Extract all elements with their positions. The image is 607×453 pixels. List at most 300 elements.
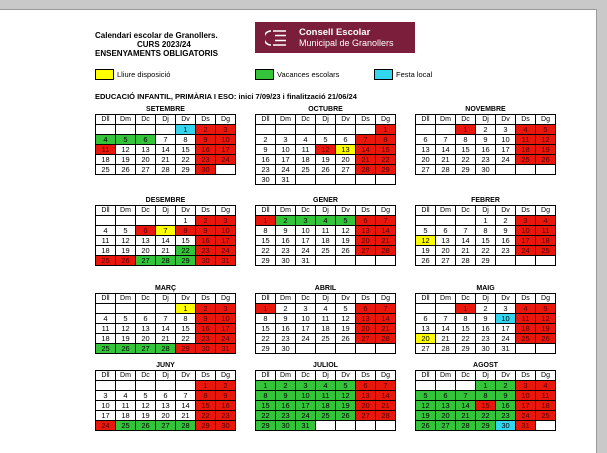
day-cell: 22 [476,411,496,421]
weekday-header: Dg [536,371,556,381]
consell-escolar-logo [255,22,415,53]
day-cell: 10 [496,314,516,324]
day-cell: 25 [296,165,316,175]
weekday-header-row [256,115,396,125]
day-cell: 5 [336,304,356,314]
empty-cell [156,381,176,391]
day-cell: 30 [196,344,216,354]
empty-cell [536,165,556,175]
horizontal-scrollbar[interactable] [0,0,607,10]
day-cell: 19 [336,324,356,334]
day-cell: 13 [156,401,176,411]
day-cell: 5 [536,125,556,135]
day-cell: 8 [256,391,276,401]
day-cell: 14 [456,236,476,246]
day-cell: 8 [176,226,196,236]
empty-cell [296,175,316,185]
day-cell: 2 [216,381,236,391]
day-cell: 29 [256,344,276,354]
empty-cell [316,175,336,185]
empty-cell [336,175,356,185]
day-cell: 17 [516,401,536,411]
day-cell: 16 [196,324,216,334]
weekday-header-row [416,294,556,304]
day-cell: 16 [216,401,236,411]
title-line-1: Calendari escolar de Granollers. [95,31,218,40]
day-cell: 10 [496,135,516,145]
weekday-header: Dg [376,294,396,304]
weekday-header: Dc [456,206,476,216]
month-table [95,114,236,175]
week-row [416,125,556,135]
day-cell: 23 [276,334,296,344]
week-row [96,246,236,256]
day-cell: 18 [96,155,116,165]
week-row [96,236,236,246]
day-cell: 23 [276,411,296,421]
legend-swatch [255,69,274,80]
day-cell: 25 [516,334,536,344]
day-cell: 19 [336,401,356,411]
day-cell: 12 [116,324,136,334]
week-row [256,175,396,185]
weekday-header: Dv [336,206,356,216]
day-cell: 15 [476,236,496,246]
empty-cell [316,125,336,135]
week-row [416,236,556,246]
weekday-header: Dm [116,294,136,304]
weekday-header-row [96,371,236,381]
day-cell: 14 [176,401,196,411]
day-cell: 16 [476,324,496,334]
empty-cell [536,256,556,266]
weekday-header: Dll [256,294,276,304]
month-calendar-abril [255,285,396,354]
day-cell: 23 [496,411,516,421]
day-cell: 14 [156,145,176,155]
day-cell: 23 [496,246,516,256]
empty-cell [376,256,396,266]
day-cell: 8 [456,314,476,324]
day-cell: 8 [176,135,196,145]
day-cell: 26 [336,246,356,256]
day-cell: 8 [176,314,196,324]
day-cell: 9 [256,145,276,155]
day-cell: 20 [136,246,156,256]
day-cell: 27 [416,344,436,354]
empty-cell [96,216,116,226]
week-row [416,256,556,266]
day-cell: 25 [96,165,116,175]
day-cell: 10 [96,401,116,411]
week-row [416,381,556,391]
day-cell: 15 [176,324,196,334]
day-cell: 16 [276,324,296,334]
day-cell: 9 [496,391,516,401]
week-row [96,411,236,421]
weekday-header-row [256,294,396,304]
day-cell: 15 [196,401,216,411]
weekday-header: Dj [476,206,496,216]
day-cell: 14 [356,145,376,155]
day-cell: 17 [296,236,316,246]
weekday-header: Dg [216,115,236,125]
empty-cell [536,344,556,354]
day-cell: 18 [316,401,336,411]
day-cell: 7 [436,314,456,324]
empty-cell [516,256,536,266]
day-cell: 10 [516,226,536,236]
day-cell: 11 [316,391,336,401]
day-cell: 1 [176,216,196,226]
weekday-header: Dm [116,371,136,381]
day-cell: 2 [276,304,296,314]
day-cell: 17 [296,324,316,334]
day-cell: 10 [216,226,236,236]
day-cell: 19 [336,236,356,246]
day-cell: 10 [296,226,316,236]
weekday-header: Dll [96,371,116,381]
day-cell: 26 [536,334,556,344]
day-cell: 18 [516,324,536,334]
month-table [415,370,556,431]
weekday-header-row [96,115,236,125]
day-cell: 4 [516,125,536,135]
weekday-header: Dc [456,294,476,304]
legend-label: Lliure disposició [117,70,171,79]
weekday-header: Dg [216,371,236,381]
weekday-header: Dc [136,206,156,216]
day-cell: 11 [96,324,116,334]
day-cell: 19 [536,145,556,155]
day-cell: 1 [476,381,496,391]
weekday-header: Dm [276,371,296,381]
day-cell: 20 [436,246,456,256]
weekday-header-row [96,206,236,216]
day-cell: 1 [196,381,216,391]
day-cell: 16 [476,145,496,155]
week-row [256,421,396,431]
weekday-header-row [256,371,396,381]
empty-cell [336,256,356,266]
day-cell: 20 [436,411,456,421]
week-row [256,216,396,226]
weekday-header: Dll [416,294,436,304]
empty-cell [456,381,476,391]
title-line-3: ENSENYAMENTS OBLIGATORIS [95,49,218,58]
day-cell: 25 [116,421,136,431]
day-cell: 11 [516,135,536,145]
day-cell: 15 [176,236,196,246]
day-cell: 27 [356,334,376,344]
day-cell: 27 [436,421,456,431]
day-cell: 11 [536,391,556,401]
day-cell: 20 [356,236,376,246]
day-cell: 12 [336,391,356,401]
day-cell: 19 [536,324,556,334]
empty-cell [296,344,316,354]
day-cell: 22 [376,155,396,165]
day-cell: 27 [336,165,356,175]
day-cell: 2 [476,304,496,314]
day-cell: 15 [456,324,476,334]
day-cell: 22 [256,246,276,256]
weekday-header: Ds [196,294,216,304]
weekday-header: Dc [136,294,156,304]
day-cell: 11 [96,145,116,155]
empty-cell [116,125,136,135]
week-row [256,145,396,155]
empty-cell [296,125,316,135]
day-cell: 6 [416,135,436,145]
empty-cell [256,125,276,135]
empty-cell [436,216,456,226]
day-cell: 10 [276,145,296,155]
day-cell: 22 [456,334,476,344]
day-cell: 26 [336,334,356,344]
day-cell: 13 [336,145,356,155]
day-cell: 9 [196,226,216,236]
vertical-scrollbar[interactable] [596,9,607,453]
week-row [416,304,556,314]
day-cell: 26 [136,421,156,431]
day-cell: 2 [256,135,276,145]
day-cell: 17 [276,155,296,165]
day-cell: 23 [216,411,236,421]
month-name: FEBRER [471,197,500,204]
day-cell: 9 [216,391,236,401]
day-cell: 30 [476,344,496,354]
week-row [256,314,396,324]
day-cell: 18 [96,334,116,344]
day-cell: 4 [96,135,116,145]
day-cell: 16 [496,401,516,411]
legend-label: Vacances escolars [277,70,340,79]
weekday-header: Dg [376,371,396,381]
day-cell: 9 [196,135,216,145]
weekday-header: Dll [96,206,116,216]
weekday-header: Dm [436,115,456,125]
weekday-header: Dj [316,206,336,216]
day-cell: 18 [536,236,556,246]
month-calendar-gener [255,197,396,266]
legend-label: Festa local [396,70,433,79]
day-cell: 21 [436,334,456,344]
weekday-header: Dc [136,115,156,125]
week-row [416,401,556,411]
day-cell: 30 [196,165,216,175]
day-cell: 24 [496,155,516,165]
day-cell: 17 [216,145,236,155]
day-cell: 30 [476,165,496,175]
day-cell: 6 [416,314,436,324]
day-cell: 14 [376,226,396,236]
empty-cell [416,381,436,391]
day-cell: 10 [216,314,236,324]
day-cell: 7 [376,304,396,314]
week-row [256,236,396,246]
week-row [416,334,556,344]
day-cell: 29 [256,421,276,431]
day-cell: 7 [156,135,176,145]
weekday-header: Dj [156,294,176,304]
month-name: AGOST [473,362,498,369]
day-cell: 7 [176,391,196,401]
weekday-header: Ds [516,115,536,125]
day-cell: 30 [276,344,296,354]
day-cell: 28 [376,411,396,421]
day-cell: 3 [516,381,536,391]
day-cell: 30 [196,256,216,266]
day-cell: 27 [356,246,376,256]
day-cell: 25 [536,246,556,256]
day-cell: 5 [416,391,436,401]
weekday-header: Dj [316,371,336,381]
day-cell: 23 [196,334,216,344]
day-cell: 2 [196,304,216,314]
weekday-header: Dc [136,371,156,381]
day-cell: 10 [516,391,536,401]
weekday-header: Dv [336,371,356,381]
day-cell: 13 [356,391,376,401]
empty-cell [116,381,136,391]
week-row [416,314,556,324]
day-cell: 25 [316,334,336,344]
day-cell: 2 [276,216,296,226]
weekday-header-row [256,206,396,216]
day-cell: 30 [276,421,296,431]
week-row [416,324,556,334]
empty-cell [376,175,396,185]
day-cell: 19 [136,411,156,421]
legend-local-holiday [374,69,432,80]
day-cell: 12 [316,145,336,155]
day-cell: 21 [436,155,456,165]
weekday-header: Dm [436,294,456,304]
empty-cell [456,216,476,226]
week-row [256,135,396,145]
empty-cell [96,304,116,314]
weekday-header: Ds [356,206,376,216]
day-cell: 27 [136,165,156,175]
day-cell: 5 [536,304,556,314]
legend-swatch [95,69,114,80]
day-cell: 12 [536,135,556,145]
empty-cell [516,165,536,175]
weekday-header: Dll [96,115,116,125]
month-calendar-febrer [415,197,556,266]
day-cell: 29 [176,344,196,354]
empty-cell [356,421,376,431]
week-row [256,165,396,175]
day-cell: 2 [276,381,296,391]
day-cell: 30 [216,421,236,431]
logo-mark-icon [265,30,287,46]
day-cell: 9 [196,314,216,324]
weekday-header: Dg [376,115,396,125]
day-cell: 15 [256,401,276,411]
month-table [255,370,396,431]
day-cell: 6 [136,135,156,145]
day-cell: 22 [176,246,196,256]
day-cell: 28 [156,165,176,175]
week-row [96,165,236,175]
week-row [256,381,396,391]
weekday-header: Dc [296,206,316,216]
week-row [96,401,236,411]
day-cell: 2 [496,216,516,226]
day-cell: 14 [436,324,456,334]
day-cell: 5 [336,381,356,391]
empty-cell [316,256,336,266]
day-cell: 13 [356,314,376,324]
day-cell: 12 [336,226,356,236]
day-cell: 24 [296,246,316,256]
day-cell: 30 [256,175,276,185]
weekday-header-row [96,294,236,304]
week-row [256,155,396,165]
day-cell: 15 [256,324,276,334]
month-table [95,293,236,354]
empty-cell [436,304,456,314]
day-cell: 16 [196,236,216,246]
day-cell: 1 [256,304,276,314]
day-cell: 12 [416,401,436,411]
day-cell: 30 [276,256,296,266]
day-cell: 21 [376,324,396,334]
day-cell: 13 [416,324,436,334]
day-cell: 11 [536,226,556,236]
day-cell: 27 [416,165,436,175]
day-cell: 22 [456,155,476,165]
day-cell: 20 [356,401,376,411]
day-cell: 21 [356,155,376,165]
day-cell: 22 [256,334,276,344]
day-cell: 21 [156,246,176,256]
day-cell: 26 [536,155,556,165]
day-cell: 23 [256,165,276,175]
week-row [256,324,396,334]
weekday-header: Dc [456,371,476,381]
day-cell: 7 [156,314,176,324]
month-calendar-juny [95,362,236,431]
day-cell: 7 [376,381,396,391]
day-cell: 31 [296,256,316,266]
day-cell: 26 [316,165,336,175]
day-cell: 14 [156,324,176,334]
day-cell: 20 [156,411,176,421]
day-cell: 27 [436,256,456,266]
day-cell: 29 [476,421,496,431]
empty-cell [156,125,176,135]
day-cell: 29 [176,256,196,266]
day-cell: 21 [176,411,196,421]
day-cell: 28 [436,165,456,175]
day-cell: 21 [456,246,476,256]
weekday-header: Dc [456,115,476,125]
month-table [95,205,236,266]
empty-cell [376,344,396,354]
day-cell: 25 [316,246,336,256]
day-cell: 4 [536,216,556,226]
day-cell: 27 [136,344,156,354]
empty-cell [436,125,456,135]
day-cell: 31 [296,421,316,431]
empty-cell [496,165,516,175]
month-calendar-novembre [415,106,556,175]
month-table [255,293,396,354]
empty-cell [416,216,436,226]
